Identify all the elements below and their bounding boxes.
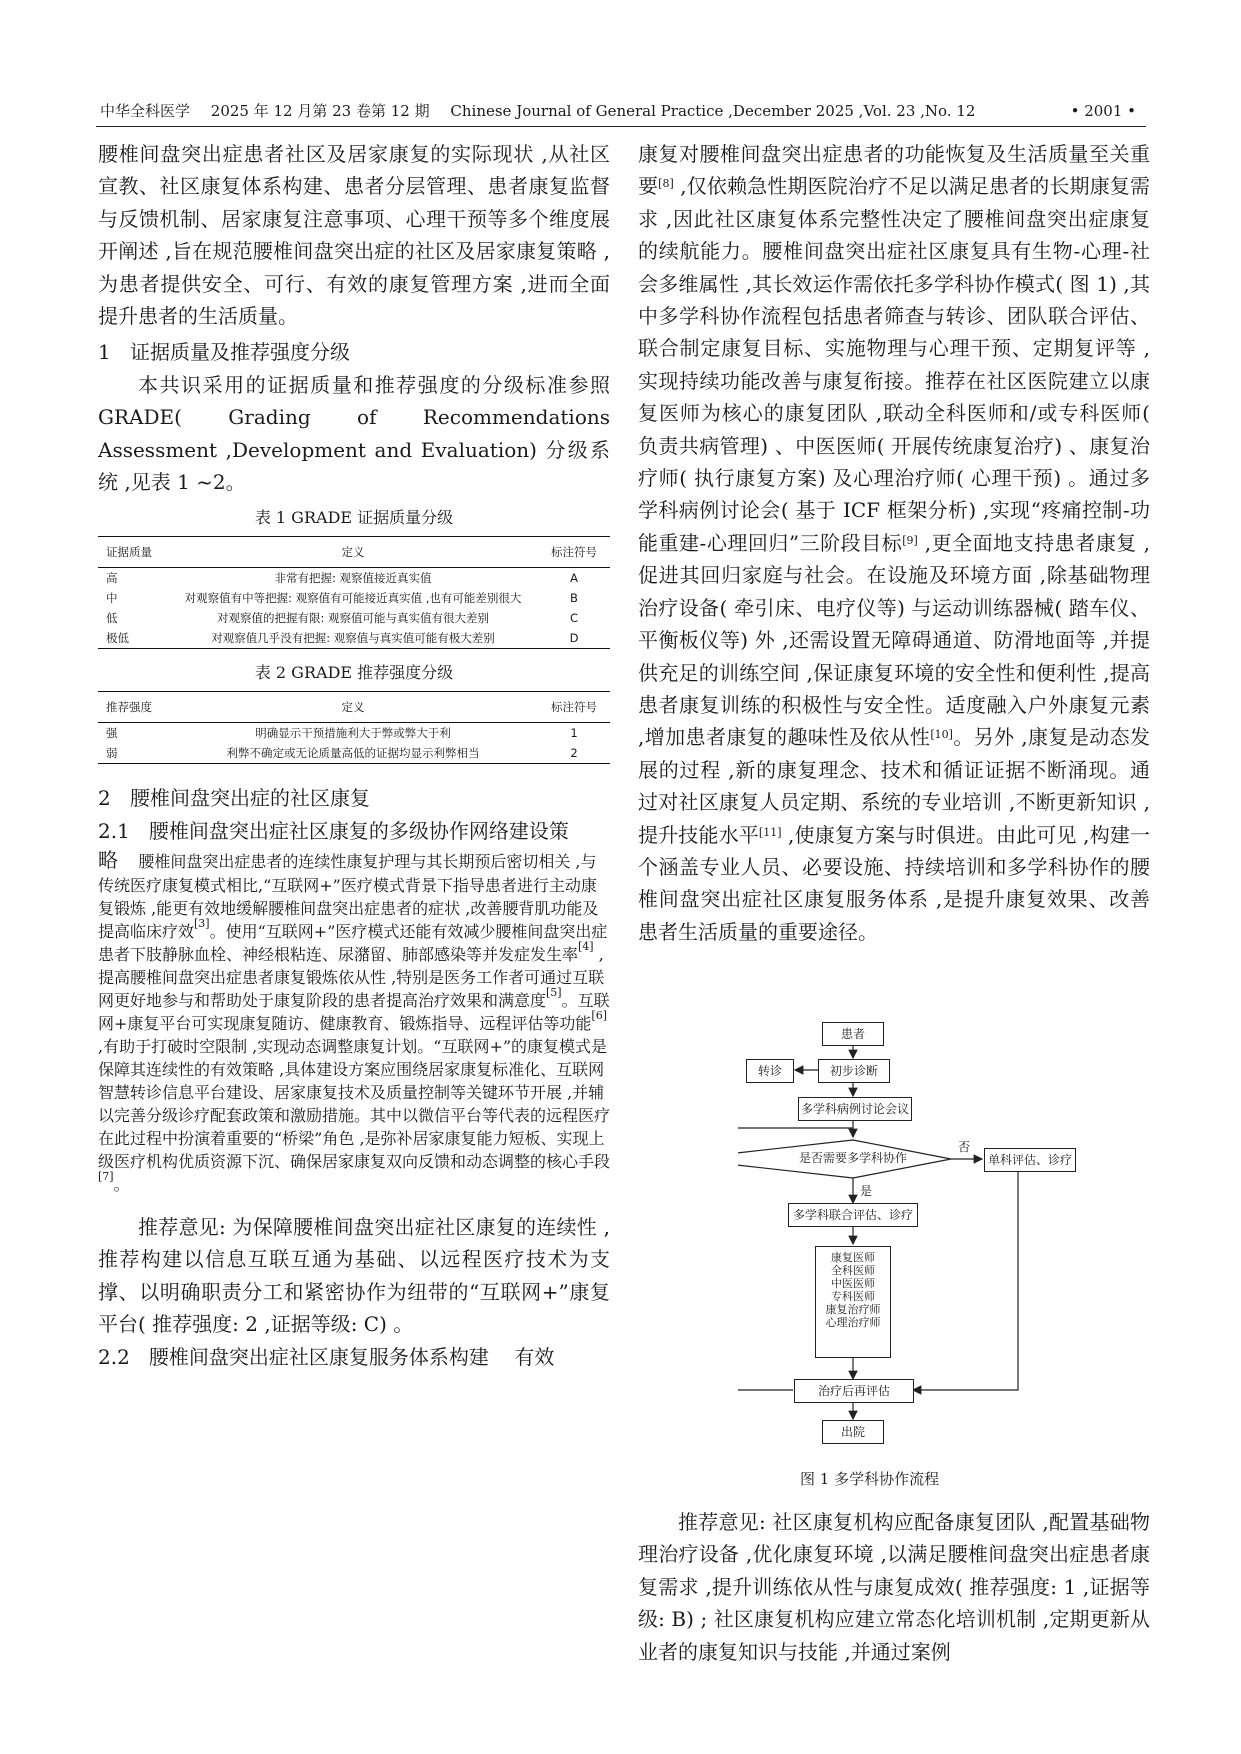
paragraph-text: ,有助于打破时空限制 ,实现动态调整康复计划。“互联网+”的康复模式是保障其连续性的有效策略 ,具体建设方案应围绕居家康复标准化、互联网智慧转诊信息平台建设、居家康复技术及质量控制等关键环节开展 ,并辅以完善分级诊疗配套政策和激励措施。其中以微信平台等代表的远程医疗在此过程中扮演着重要的“桥梁”角色 ,是弥补居家康复能力短板、实现上级医疗机构优质资源下沉、确保居家康复双向反馈和动态调整的核心手段 bbox=[98, 1036, 611, 1171]
table-cell: 对观察值的把握有限: 观察值可能与真实值有很大差别 bbox=[216, 611, 490, 626]
section-title: 证据质量及推荐强度分级 bbox=[130, 340, 350, 365]
table-header-cell: 标注符号 bbox=[538, 692, 610, 723]
running-header bbox=[96, 98, 1146, 127]
table-cell: 对观察值有中等把握: 观察值有可能接近真实值 ,也有可能差别很大 bbox=[184, 591, 522, 606]
table-cell: 低 bbox=[106, 611, 118, 626]
paragraph-text: 。互联网+康复平台可实现康复随访、健康教育、锻炼指导、远程评估等功能 bbox=[98, 990, 610, 1033]
paragraph-text: ,提高腰椎间盘突出症患者康复锻炼依从性 ,特别是医务工作者可通过互联网更好地参与和帮助处于康复阶段的患者提高治疗效果和满意度 bbox=[98, 944, 605, 1010]
table-cell: 利弊不确定或无论质量高低的证据均显示利弊相当 bbox=[168, 743, 538, 764]
table-row bbox=[98, 608, 610, 628]
right-column bbox=[638, 138, 1150, 948]
issue-cn: 2025 年 12 月第 23 卷第 12 期 bbox=[210, 102, 430, 120]
citation: [11] bbox=[758, 825, 782, 839]
table-cell: C bbox=[569, 611, 579, 626]
subsection-title: 腰椎间盘突出症社区康复的多级协作网络建设策略 bbox=[98, 818, 569, 872]
paragraph-text: 康复对腰椎间盘突出症患者的功能恢复及生活质量至关重要 bbox=[638, 142, 1150, 199]
table-cell: 强 bbox=[106, 726, 118, 741]
team-member: 全科医师 bbox=[831, 1264, 875, 1277]
table-2-recommendation-strength bbox=[98, 691, 610, 764]
table-cell: D bbox=[538, 628, 610, 649]
flow-node-patient: 患者 bbox=[822, 1022, 884, 1046]
citation: [7] bbox=[98, 1169, 114, 1183]
flow-node-mdt-meeting: 多学科病例讨论会议 bbox=[798, 1097, 912, 1121]
section-2-heading bbox=[98, 782, 610, 814]
table-row bbox=[98, 628, 610, 649]
table-row bbox=[98, 588, 610, 608]
table-cell: 非常有把握: 观察值接近真实值 bbox=[274, 571, 432, 586]
flow-node-single-discipline: 单科评估、诊疗 bbox=[984, 1148, 1076, 1172]
team-member: 专科医师 bbox=[831, 1290, 875, 1303]
table-header-cell: 标注符号 bbox=[538, 537, 610, 568]
paragraph-text: ,更全面地支持患者康复 ,促进其回归家庭与社会。在设施及环境方面 ,除基础物理治疗设备( 牵引床、电疗仪等) 与运动训练器械( 踏车仪、平衡板仪等) 外 ,还需设置无障碍通道、防滑地面等 ,并提供充足的训练空间 ,保证康复环境的安全性和便利性 ,提高患者康复训练的积极性与安全性。适度融入户外康复元素 ,增加患者康复的趣味性及依从性 bbox=[638, 530, 1150, 750]
table-cell: 明确显示干预措施利大于弊或弊大于利 bbox=[255, 726, 451, 741]
flow-label-no: 否 bbox=[958, 1140, 971, 1154]
journal-name-en: Chinese Journal of General Practice ,December 2025 ,Vol. 23 ,No. 12 bbox=[450, 102, 976, 120]
section-title: 腰椎间盘突出症的社区康复 bbox=[130, 786, 370, 811]
subsection-title: 腰椎间盘突出症社区康复服务体系构建 bbox=[148, 1344, 489, 1369]
recommendation-1: 推荐意见: 为保障腰椎间盘突出症社区康复的连续性 ,推荐构建以信息互联互通为基础、以远程医疗技术为支撑、以明确职责分工和紧密协作为纽带的“互联网+”康复平台( 推荐强度: 2 ,证据等级: C) 。 bbox=[98, 1214, 610, 1337]
paragraph-text: 有效 bbox=[514, 1344, 555, 1369]
subsection-number: 2.1 bbox=[98, 818, 130, 843]
figure-1-caption: 图 1 多学科协作流程 bbox=[800, 1470, 940, 1488]
citation: [10] bbox=[930, 728, 953, 742]
flow-node-discharge: 出院 bbox=[822, 1420, 884, 1444]
flow-label-yes: 是 bbox=[860, 1184, 873, 1198]
team-member: 康复治疗师 bbox=[825, 1303, 881, 1316]
team-member: 康复医师 bbox=[831, 1251, 875, 1264]
table-header-cell: 推荐强度 bbox=[98, 692, 168, 723]
paragraph-text: 。另外 ,康复是动态发展的过程 ,新的康复理念、技术和循证证据不断涌现。通过对社区康复人员定期、系统的专业培训 ,不断更新知识 ,提升技能水平 bbox=[638, 725, 1151, 847]
table-cell: 高 bbox=[106, 571, 118, 586]
citation: [6] bbox=[591, 1008, 608, 1022]
flow-node-team bbox=[815, 1246, 891, 1358]
subsection-number: 2.2 bbox=[98, 1344, 130, 1369]
table-header-cell: 定义 bbox=[168, 692, 538, 723]
citation: [3] bbox=[194, 916, 210, 930]
paragraph-text: ,使康复方案与时俱进。由此可见 ,构建一个涵盖专业人员、必要设施、持续培训和多学科协作的腰椎间盘突出症社区康复服务体系 ,是提升康复效果、改善患者生活质量的重要途径。 bbox=[638, 822, 1150, 944]
table-2-caption: 表 2 GRADE 推荐强度分级 bbox=[254, 663, 454, 683]
flow-node-initial-diagnosis: 初步诊断 bbox=[818, 1059, 890, 1083]
citation: [8] bbox=[658, 177, 674, 191]
flow-node-decision: 是否需要多学科协作 bbox=[798, 1151, 907, 1165]
table-cell: 中 bbox=[106, 591, 118, 606]
table-header-cell: 定义 bbox=[168, 537, 538, 568]
citation: [5] bbox=[546, 985, 562, 999]
table-1-evidence-quality bbox=[98, 536, 610, 649]
table-cell: B bbox=[570, 591, 578, 606]
section-number: 2 bbox=[98, 786, 111, 811]
table-cell: 对观察值几乎没有把握: 观察值与真实值可能有极大差别 bbox=[168, 628, 538, 649]
paragraph-text: ,仅依赖急性期医院治疗不足以满足患者的长期康复需求 ,因此社区康复体系完整性决定了腰椎间盘突出症康复的续航能力。腰椎间盘突出症社区康复具有生物-心理-社会多维属性 ,其长效运作需依托多学科协作模式( 图 1) ,其中多学科协作流程包括患者筛查与转诊、团队联合评估、联合制定康复目标、实施物理与心理干预、定期复评等 ,实现持续功能改善与康复衔接。推荐在社区医院建立以康复医师为核心的康复团队 ,联动全科医师和/或专科医师( 负责共病管理) 、中医医师( 开展传统康复治疗) 、康复治疗师( 执行康复方案) 及心理治疗师( 心理干预) 。通过多学科病例讨论会( 基于 ICF 框架分析) ,实现“疼痛控制-功能重建-心理回归”三阶段目标 bbox=[638, 174, 1151, 555]
flow-node-referral: 转诊 bbox=[746, 1059, 794, 1083]
paragraph-text: 。使用“互联网+”医疗模式还能有效减少腰椎间盘突出症患者下肢静脉血栓、神经根粘连、尿潴留、肺部感染等并发症发生率 bbox=[98, 921, 608, 964]
table-cell: 1 bbox=[570, 726, 578, 741]
section-2-2-continued bbox=[638, 138, 1150, 948]
table-1-caption: 表 1 GRADE 证据质量分级 bbox=[254, 508, 454, 528]
table-cell: 极低 bbox=[98, 628, 168, 649]
page-number: • 2001 • bbox=[1070, 102, 1136, 120]
paragraph-text: 。 bbox=[113, 1174, 130, 1194]
citation: [4] bbox=[578, 939, 594, 953]
table-row bbox=[98, 723, 610, 744]
journal-name-cn: 中华全科医学 bbox=[100, 102, 191, 120]
team-member: 中医医师 bbox=[831, 1277, 875, 1290]
section-number: 1 bbox=[98, 340, 111, 365]
paragraph-text: 腰椎间盘突出症患者的连续性康复护理与其长期预后密切相关 ,与传统医疗康复模式相比,“互联网+”医疗模式背景下指导患者进行主动康复锻炼 ,能更有效地缓解腰椎间盘突出症患者的症状 ,改善腰背肌功能及提高临床疗效 bbox=[98, 851, 599, 941]
table-cell: 弱 bbox=[98, 743, 168, 764]
table-cell: 2 bbox=[538, 743, 610, 764]
table-row bbox=[98, 568, 610, 589]
table-cell: A bbox=[570, 571, 578, 586]
intro-paragraph: 腰椎间盘突出症患者社区及居家康复的实际现状 ,从社区宣教、社区康复体系构建、患者分层管理、患者康复监督与反馈机制、居家康复注意事项、心理干预等多个维度展开阐述 ,旨在规范腰椎间盘突出症的社区及居家康复策略 ,为患者提供安全、可行、有效的康复管理方案 ,进而全面提升患者的生活质量。 bbox=[98, 142, 610, 329]
table-header-cell: 证据质量 bbox=[98, 537, 168, 568]
section-1-heading bbox=[98, 336, 610, 368]
citation: [9] bbox=[902, 533, 918, 547]
recommendation-2: 推荐意见: 社区康复机构应配备康复团队 ,配置基础物理治疗设备 ,优化康复环境 ,以满足腰椎间盘突出症患者康复需求 ,提升训练依从性与康复成效( 推荐强度: 1 ,证据等级: B) ; 社区康复机构应建立常态化培训机制 ,定期更新从业者的康复知识与技能 ,并通过案例 bbox=[638, 1510, 1150, 1664]
table-row bbox=[98, 743, 610, 764]
team-member: 心理治疗师 bbox=[825, 1316, 881, 1329]
figure-1-flowchart bbox=[738, 1018, 1088, 1458]
flow-node-joint-assessment: 多学科联合评估、诊疗 bbox=[788, 1203, 918, 1227]
section-1-paragraph: 本共识采用的证据质量和推荐强度的分级标准参照 GRADE( Grading of Recommendations Assessment ,Development and Evaluation) 分级系统 ,见表 1 ~2。 bbox=[98, 372, 610, 495]
left-column bbox=[98, 138, 610, 1373]
right-column-lower bbox=[638, 1506, 1150, 1668]
flow-node-reassessment: 治疗后再评估 bbox=[794, 1379, 914, 1403]
section-2-2-paragraph bbox=[98, 1341, 610, 1373]
